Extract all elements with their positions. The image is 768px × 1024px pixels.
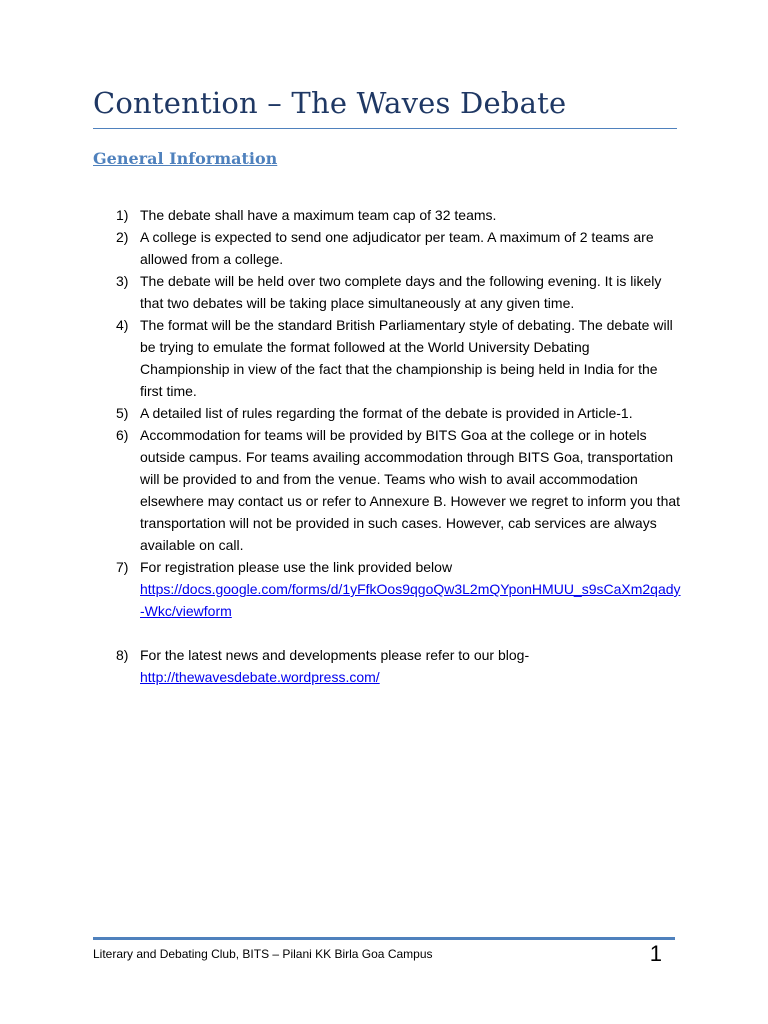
list-item [116, 644, 682, 688]
list-item [116, 270, 682, 314]
item-text: Accommodation for teams will be provided by BITS Goa at the college or in hotels outside campus. For teams availing accommodation through BITS Goa, transportation will be provided to and from the venue. Teams who wish to avail accommodation elsewhere may contact us or refer to Annexure B. However we regret to inform you that transportation will not be provided in such cases. However, cab services are always available on call. [140, 427, 681, 553]
footer-text: Literary and Debating Club, BITS – Pilani KK Birla Goa Campus [93, 947, 433, 961]
page-title: Contention – The Waves Debate [93, 86, 567, 120]
item-text: A detailed list of rules regarding the format of the debate is provided in Article-1. [140, 405, 633, 421]
list-item [116, 556, 682, 622]
registration-link[interactable]: https://docs.google.com/forms/d/1yFfkOos9qgoQw3L2mQYponHMUU_s9sCaXm2qady-Wkc/viewform [140, 581, 681, 619]
item-number: 8) [116, 647, 129, 663]
list-spacer [116, 622, 682, 644]
blog-link[interactable]: http://thewavesdebate.wordpress.com/ [140, 669, 380, 685]
item-number: 7) [116, 559, 129, 575]
section-heading: General Information [93, 149, 278, 168]
item-text: The format will be the standard British Parliamentary style of debating. The debate will be trying to emulate the format followed at the World University Debating Championship in view of the fact that the championship is being held in India for the first time. [140, 317, 673, 399]
item-text: For the latest news and developments please refer to our blog- [140, 647, 530, 663]
item-number: 6) [116, 427, 129, 443]
item-text-with-link [140, 556, 682, 622]
information-list [116, 204, 682, 688]
item-text: The debate will be held over two complete days and the following evening. It is likely that two debates will be taking place simultaneously at any given time. [140, 273, 662, 311]
item-text: A college is expected to send one adjudicator per team. A maximum of 2 teams are allowed from a college. [140, 229, 654, 267]
item-number: 1) [116, 207, 129, 223]
item-text: For registration please use the link provided below [140, 559, 453, 575]
item-number: 5) [116, 405, 129, 421]
item-number: 4) [116, 317, 129, 333]
list-item [116, 226, 682, 270]
title-divider [93, 128, 677, 129]
list-item [116, 424, 682, 556]
footer-divider [93, 937, 675, 940]
item-number: 2) [116, 229, 129, 245]
item-number: 3) [116, 273, 129, 289]
list-item [116, 204, 682, 226]
item-text: The debate shall have a maximum team cap of 32 teams. [140, 207, 497, 223]
list-item [116, 402, 682, 424]
list-item [116, 314, 682, 402]
page-number: 1 [649, 941, 662, 966]
item-text-with-link [140, 644, 682, 688]
